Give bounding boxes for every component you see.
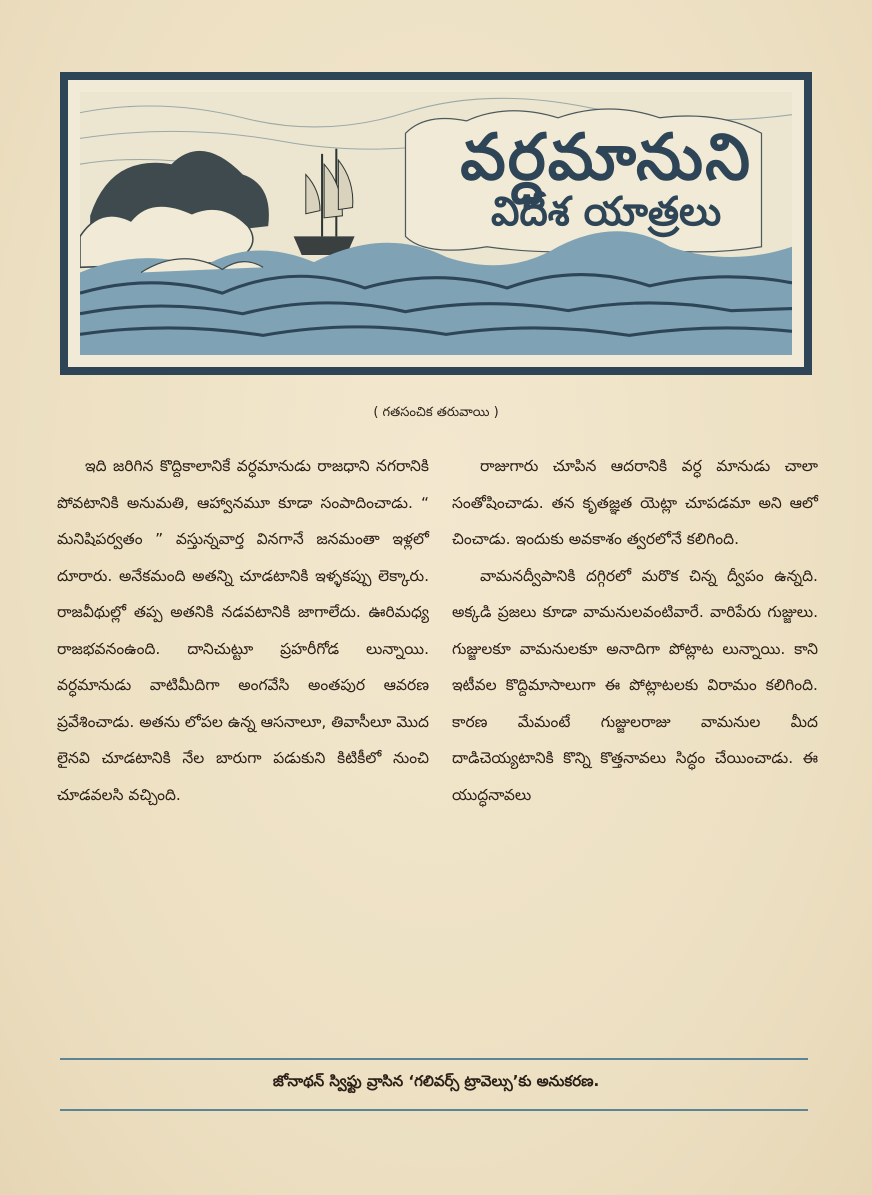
footnote-rule-bottom <box>60 1109 808 1111</box>
banner-frame <box>68 80 804 367</box>
footnote: జోనాథన్ స్విఫ్టు వ్రాసిన ‘గలివర్స్ ట్రావెల్సు’కు అనుకరణ. <box>272 1072 600 1090</box>
paragraph: ఇది జరిగిన కొద్దికాలానికే వర్ధమానుడు రాజధాని నగరానికి పోవటానికి అనుమతి, ఆహ్వానమూ కూడా సంపాదించాడు. “ మనిషిపర్వతం ” వస్తున్నవార్త వినగానే జనమంతా ఇళ్లలో దూరారు. అనేకమంది అతన్ని చూడటానికి ఇళ్ళకప్పు లెక్కారు. రాజవీథుల్లో తప్ప అతనికి నడవటానికి జాగాలేదు. ఊరిమధ్య రాజభవనంఉంది. దానిచుట్టూ ప్రహరీగోడ లున్నాయి. వర్ధమానుడు వాటిమీదిగా అంగవేసి అంతపుర ఆవరణ ప్రవేశించాడు. అతను లోపల ఉన్న ఆసనాలూ, తివాసీలూ మొద లైనవి చూడటానికి నేల బారుగా పడుకుని కిటికీలో నుంచి చూడవలసి వచ్చింది. <box>57 457 429 804</box>
title-banner <box>60 72 812 375</box>
left-column <box>57 448 429 813</box>
continued-from-previous-note: ( గతసంచిక తరువాయి ) <box>373 405 499 420</box>
banner-title-block <box>460 121 752 235</box>
paragraph: వామనద్వీపానికి దగ్గిరలో మరొక చిన్న ద్వీపం ఉన్నది. అక్కడి ప్రజలు కూడా వామనులవంటివారే. వారిపేరు గుజ్జులు. గుజ్జులకూ వామనులకూ అనాదిగా పోట్లాట లున్నాయి. కాని ఇటీవల కొద్దిమాసాలుగా ఈ పోట్లాటలకు విరామం కలిగింది. కారణ మేమంటే గుజ్జులరాజు వామనుల మీద దాడిచెయ్యటానికి కొన్ని కొత్తనావలు సిద్ధం చేయించాడు. ఈ యుద్ధనావలు <box>452 566 818 804</box>
banner-subtitle: విదేశ యాత్రలు <box>491 189 722 235</box>
banner-title: వర్ధమానుని <box>460 121 752 195</box>
paragraph: రాజుగారు చూపిన ఆదరానికి వర్ధ మానుడు చాలా సంతోషించాడు. తన కృతజ్ఞత యెట్లా చూపడమా అని ఆలో చించాడు. ఇందుకు అవకాశం త్వరలోనే కలిగింది. <box>452 457 818 548</box>
right-column <box>452 448 818 813</box>
footnote-rule-top <box>60 1058 808 1060</box>
